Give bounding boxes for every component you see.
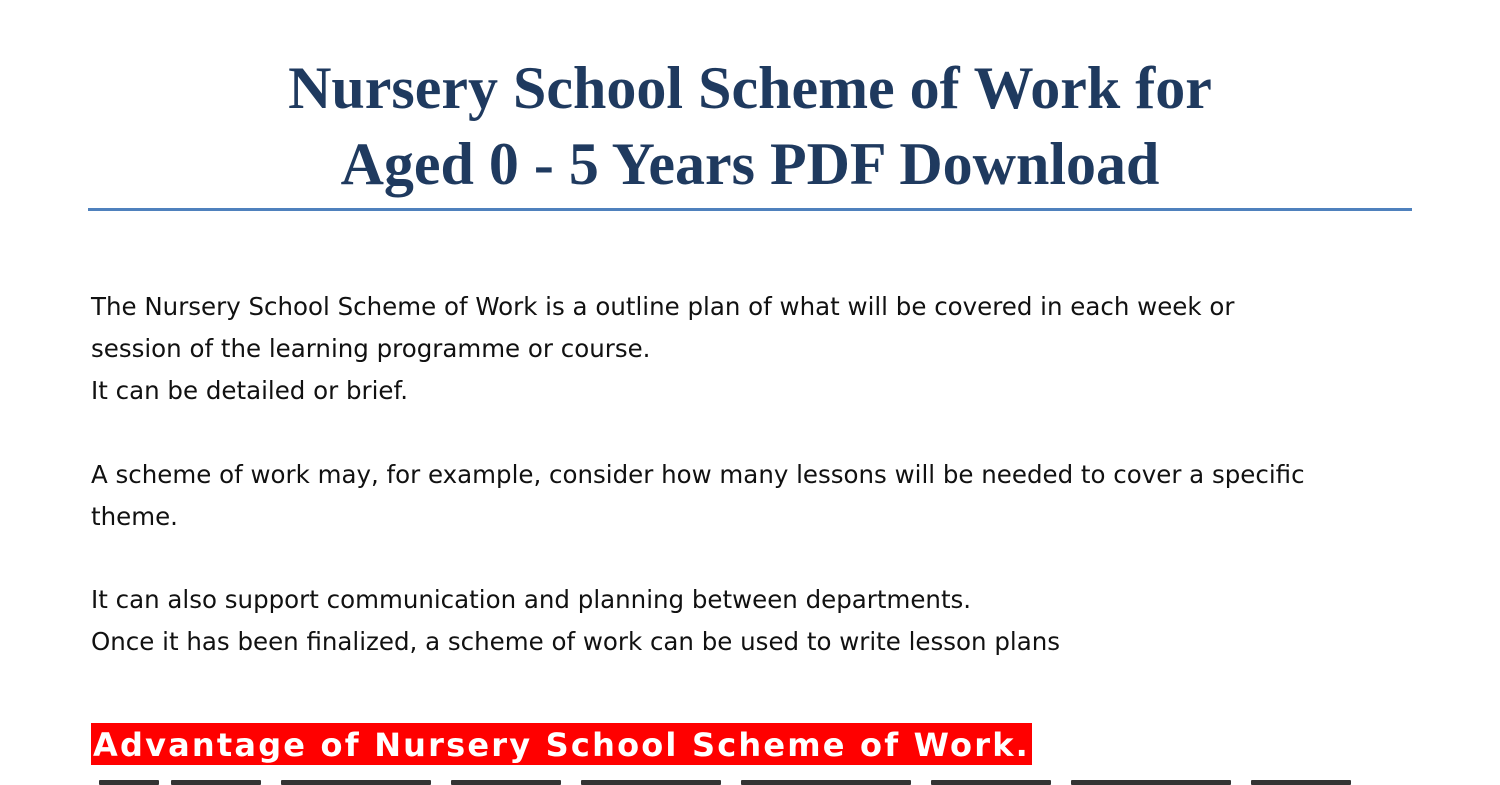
cut-off-text-line — [91, 778, 1361, 785]
title-underline — [88, 208, 1412, 211]
title-line-1: Nursery School Scheme of Work for — [288, 55, 1212, 121]
title-line-2: Aged 0 - 5 Years PDF Download — [340, 131, 1160, 197]
paragraph-line: It can also support communication and planning between departments. — [91, 585, 972, 614]
example-paragraph — [91, 454, 1305, 538]
paragraph-line: It can be detailed or brief. — [91, 376, 409, 405]
paragraph-line: A scheme of work may, for example, consider how many lessons will be needed to cover a specific — [91, 460, 1305, 489]
intro-paragraph — [91, 286, 1234, 412]
paragraph-line: The Nursery School Scheme of Work is a outline plan of what will be covered in each week or — [91, 292, 1235, 321]
section-heading-advantages: Advantage of Nursery School Scheme of Work. — [91, 723, 1032, 765]
document-title — [88, 50, 1412, 202]
paragraph-line: Once it has been finalized, a scheme of work can be used to write lesson plans — [91, 627, 1061, 656]
paragraph-line: session of the learning programme or course. — [91, 334, 651, 363]
paragraph-line: theme. — [91, 502, 178, 531]
support-paragraph — [91, 579, 1060, 663]
